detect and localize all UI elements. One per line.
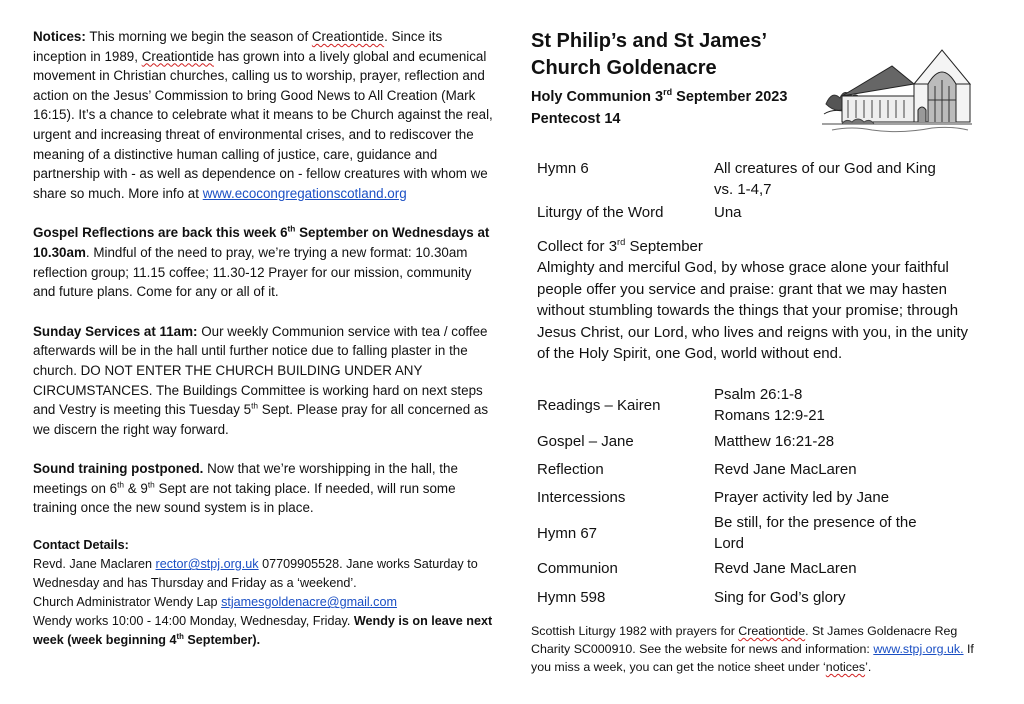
ecocongregation-link[interactable]: www.ecocongregationscotland.org: [202, 185, 407, 201]
sound-training-paragraph: Sound training postponed. Now that we’re worshipping in the hall, the meetings on 6th & 9th Sept are not taking place. If needed, will run some training once the new sound system is in place.: [33, 461, 458, 516]
church-name-line2: Church Goldenacre: [531, 57, 717, 79]
pentecost-label: Pentecost 14: [531, 111, 621, 127]
church-name-line1: St Philip’s and St James’: [531, 30, 767, 52]
collect-block: [537, 236, 977, 364]
admin-email-link[interactable]: stjamesgoldenacre@gmail.com: [221, 595, 397, 610]
website-link[interactable]: www.stpj.org.uk.: [873, 642, 964, 656]
notices-column: [33, 27, 495, 650]
collect-heading: Collect for 3rd September: [537, 237, 703, 255]
footer-note: Scottish Liturgy 1982 with prayers for Creationtide. St James Goldenacre Reg Charity SC000910. See the website for news and information: www.stpj.org.uk. If you miss a week, you can get the notice sheet under ‘notices’.: [531, 624, 974, 674]
notices-paragraph: Notices: This morning we begin the season of Creationtide. Since its inception in 1989, Creationtide has grown into a lively global and ecumenical movement in Christian churches, calling us to worship, prayer, reflection and action on the Jesus’ Commission to bring Good News to All Creation (Mark 16:15). It’s a chance to celebrate what it means to be Church against the real, urgent and increasing threat of environmental crises, and to rediscover the meaning of a distinctive human calling of justice, care, guidance and partnership with - as well as dependence on - fellow creatures with whom we share so much. More info at www.ecocongregationscotland.org: [33, 29, 493, 201]
contact-details: Contact Details: Revd. Jane Maclaren rector@stpj.org.uk 07709905528. Jane works Saturday to Wednesday and has Thursday and Friday as a ‘weekend’. Church Administrator Wendy Lap stjamesgoldenacre@gmail.com Wendy works 10:00 - 14:00 Monday, Wednesday, Friday. Wendy is on leave next week (week beginning 4th September).: [33, 538, 493, 648]
collect-text: Almighty and merciful God, by whose grace alone your faithful people offer you service and praise: grant that we may hasten without stumbling towards the things that your promise; through Jesus Christ, our Lord, who lives and reigns with you, in the unity of the Holy Spirit, one God, world without end.: [537, 259, 969, 363]
contact-heading: Contact Details:: [33, 538, 129, 553]
rector-email-link[interactable]: rector@stpj.org.uk: [155, 557, 259, 572]
sunday-services-paragraph: Sunday Services at 11am: Our weekly Communion service with tea / coffee afterwards will be in the hall until further notice due to falling plaster in the church. DO NOT ENTER THE CHURCH BUILDING UNDER ANY CIRCUMSTANCES. The Buildings Committee is working hard on next steps and Vestry is meeting this Tuesday 5th Sept. Please pray for all concerned as we discern the right way forward.: [33, 323, 489, 437]
notices-label: Notices:: [33, 29, 86, 44]
church-drawing-icon: [822, 44, 972, 136]
gospel-reflections-paragraph: Gospel Reflections are back this week 6th September on Wednesdays at 10.30am. Mindful of the need to pray, we’re trying a new format: 10.30am reflection group; 11.15 coffee; 11.30-12 Prayer for our mission, community and future plans. Come for any or all of it.: [33, 223, 490, 300]
service-title: Holy Communion 3rd September 2023: [531, 87, 788, 105]
